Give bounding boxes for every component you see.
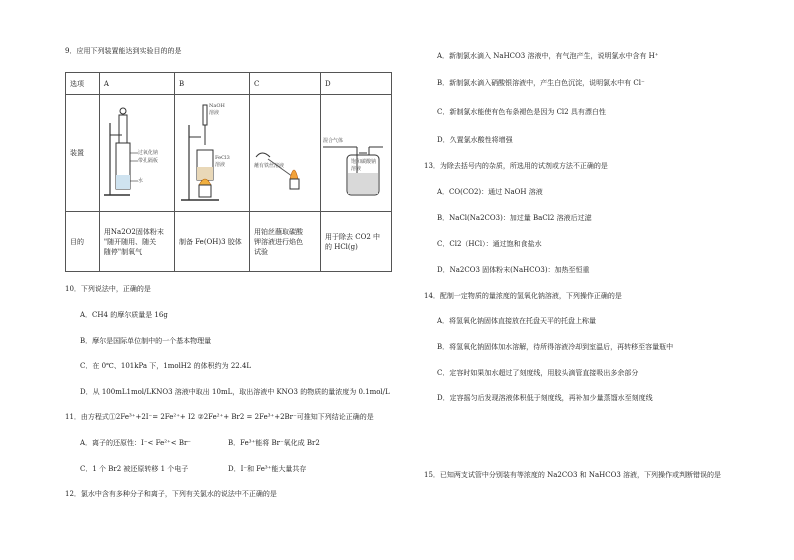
q14-stem: 14．配制一定物质的量浓度的氢氧化钠溶液，下列操作正确的是 <box>424 292 622 300</box>
q14-option-d: D．定容摇匀后发现溶液体积低于刻度线，再补加少量蒸馏水至刻度线 <box>437 394 653 402</box>
label-a-2: 带孔隔板 <box>137 158 158 164</box>
q12-option-d: D．久置氯水酸性将增强 <box>437 136 513 144</box>
q12-option-c: C．新制氯水能使有色布条褪色是因为 Cl2 具有漂白性 <box>437 108 606 116</box>
q11-option-a: A．离子的还原性：I⁻< Fe²⁺< Br⁻ <box>80 439 191 447</box>
q13-option-c: C．Cl2（HCl）：通过饱和食盐水 <box>437 240 542 248</box>
q11-option-b: B．Fe³⁺能将 Br⁻氧化成 Br2 <box>228 439 320 447</box>
q13-option-a: A．CO(CO2)：通过 NaOH 溶液 <box>437 188 543 196</box>
label-d-1: 混合气体 <box>323 138 344 144</box>
q11-option-d: D．I⁻和 Fe³⁺能大量共存 <box>228 465 307 473</box>
col-header-a: A <box>99 73 174 95</box>
q10-stem: 10．下列说法中，正确的是 <box>65 285 151 293</box>
label-d-3: 溶液 <box>351 166 362 172</box>
q14-option-b: B．将氢氧化钠固体加水溶解，待所得溶液冷却到室温后，再转移至容量瓶中 <box>437 343 674 351</box>
q14-option-a: A．将氢氧化钠固体直接放在托盘天平的托盘上称量 <box>437 317 597 325</box>
purpose-a: 用Na2O2固体粉末 "随开随用、随关 随停"制氧气 <box>99 212 174 272</box>
q12-stem: 12．氯水中含有多种分子和离子，下列有关氯水的说法中不正确的是 <box>65 490 277 498</box>
apparatus-b <box>174 95 249 212</box>
q10-option-b: B．摩尔是国际单位制中的一个基本物理量 <box>80 337 212 345</box>
q13-option-b: B．NaCl(Na2CO3)：加过量 BaCl2 溶液后过滤 <box>437 214 592 222</box>
col-header-option: 选项 <box>66 73 100 95</box>
col-header-d: D <box>321 73 392 95</box>
purpose-c: 用铂丝蘸取碳酸 钾溶液进行焰色 试验 <box>250 212 321 272</box>
q12-option-a: A．新制氯水滴入 NaHCO3 溶液中，有气泡产生，说明氯水中含有 H⁺ <box>437 52 659 60</box>
q13-option-d: D．Na2CO3 固体粉末(NaHCO3)：加热至恒重 <box>437 266 590 274</box>
purpose-b: 制备 Fe(OH)3 胶体 <box>174 212 249 272</box>
label-b-2: 溶液 <box>208 110 219 116</box>
q13-stem: 13．为除去括号内的杂质，所选用的试剂或方法不正确的是 <box>424 162 608 170</box>
apparatus-c <box>250 95 321 212</box>
apparatus-a-drawing <box>100 95 170 211</box>
apparatus-a <box>99 95 174 212</box>
label-d-2: 饱和碳酸钠 <box>351 159 377 165</box>
q9-table <box>65 72 392 272</box>
col-header-b: B <box>174 73 249 95</box>
row-label-purpose: 目的 <box>66 212 100 272</box>
apparatus-d-drawing <box>321 95 387 211</box>
label-a-3: 水 <box>137 178 143 184</box>
label-b-3: FeCl3 <box>214 155 230 161</box>
apparatus-c-drawing <box>250 95 316 211</box>
row-label-apparatus: 装置 <box>66 95 100 212</box>
q12-option-b: B．新制氯水滴入硝酸银溶液中，产生白色沉淀，说明氯水中有 Cl⁻ <box>437 79 645 87</box>
q11-option-c: C．1 个 Br2 被还原转移 1 个电子 <box>80 465 189 473</box>
q15-stem: 15．已知两支试管中分别装有等浓度的 Na2CO3 和 NaHCO3 溶液，下列操作或判断错误的是 <box>424 471 722 479</box>
q10-option-d: D．从 100mL1mol/LKNO3 溶液中取出 10mL，取出溶液中 KNO3 的物质的量浓度为 0.1mol/L <box>80 388 390 396</box>
label-b-1: NaOH <box>208 103 225 109</box>
label-a-1: 过氧化钠 <box>137 150 158 156</box>
label-b-4: 溶液 <box>214 162 225 168</box>
q9-stem: 9．应用下列装置能达到实验目的的是 <box>65 47 182 55</box>
q10-option-c: C．在 0℃、101kPa 下，1molH2 的体积约为 22.4L <box>80 362 252 370</box>
q11-stem: 11．由方程式①2Fe³⁺+2I⁻= 2Fe²⁺+ I2 ②2Fe²⁺+ Br2 = 2Fe³⁺+2Br⁻可推知下列结论正确的是 <box>65 413 374 421</box>
purpose-d: 用于除去 CO2 中 的 HCl(g) <box>321 212 392 272</box>
q10-option-a: A．CH4 的摩尔质量是 16g <box>80 311 168 319</box>
apparatus-d <box>321 95 392 212</box>
col-header-c: C <box>250 73 321 95</box>
q14-option-c: C．定容时如果加水超过了刻度线，用胶头滴管直接吸出多余部分 <box>437 369 639 377</box>
label-c-1: 蘸有铁丝溶液 <box>254 163 285 169</box>
